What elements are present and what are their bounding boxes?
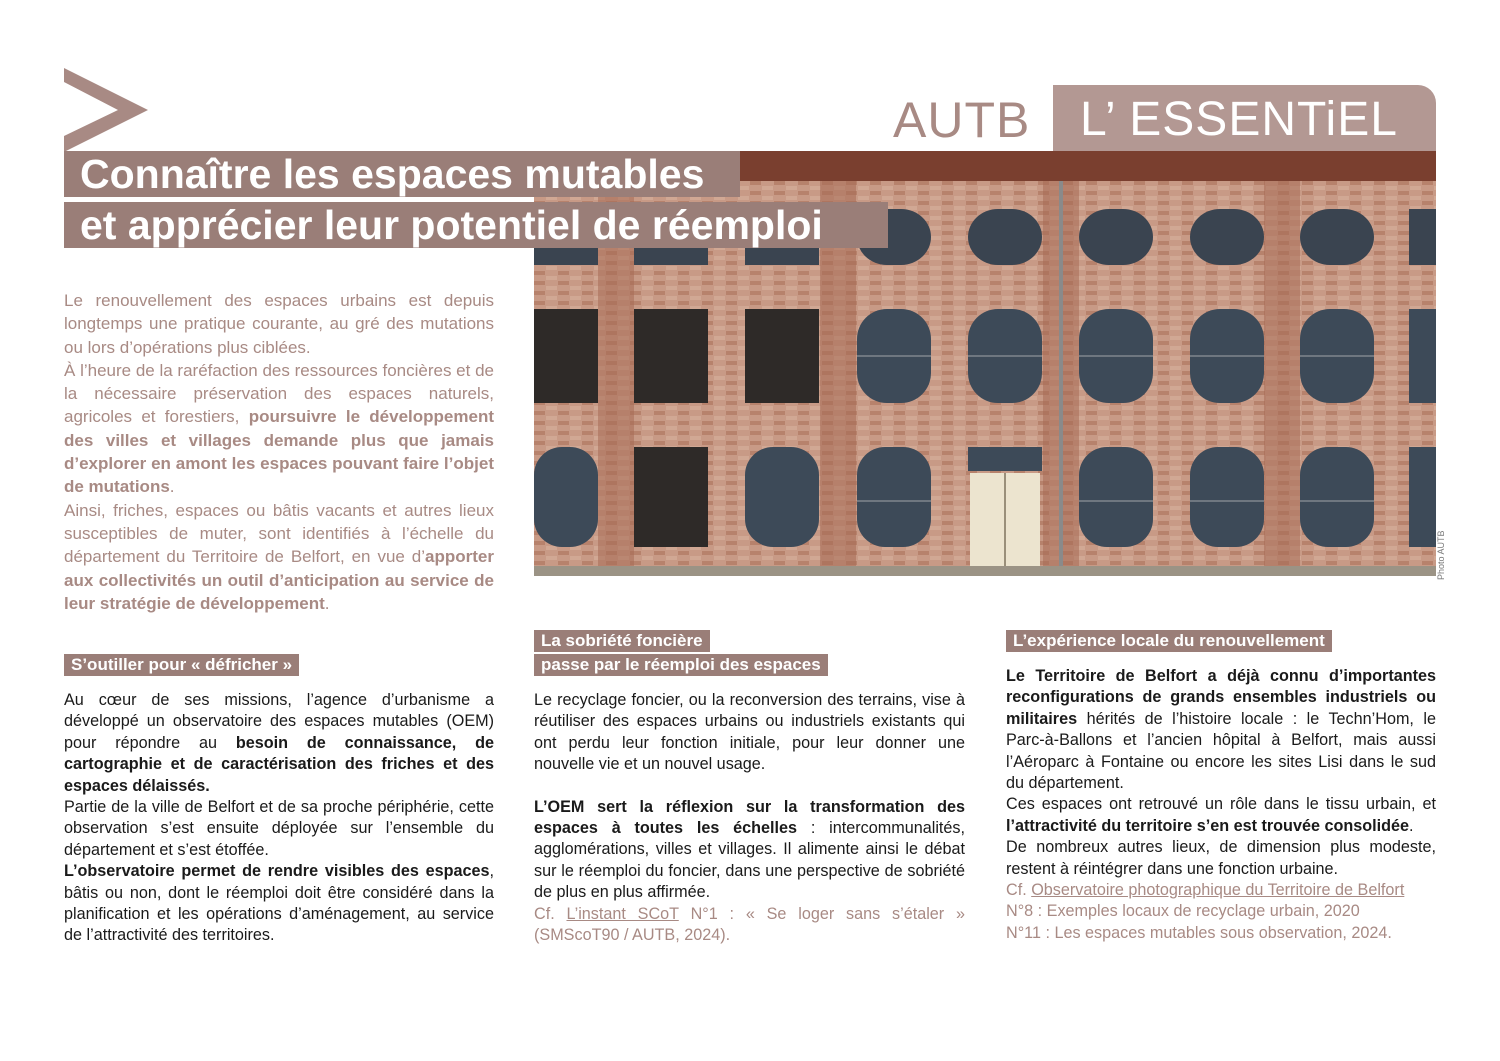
photo-credit: Photo AUTB	[1436, 530, 1446, 580]
col2-heading-line-1: La sobriété foncière	[534, 630, 710, 652]
col1-p1-start: Au cœur de ses missions, l’agence d’urbanisme a développé un observatoire des espaces mutables (OEM) pour répondre au	[64, 691, 494, 752]
col2-paragraph-2	[534, 797, 965, 904]
intro-p3-end: .	[324, 593, 330, 613]
col2-body	[534, 690, 965, 946]
col3-p2-end: .	[1409, 816, 1414, 835]
col3-ref-line-3: N°11 : Les espaces mutables sous observation, 2024.	[1006, 923, 1392, 942]
col3-p2-start: Ces espaces ont retrouvé un rôle dans le tissu urbain, et	[1006, 795, 1436, 814]
chevron-logo-icon	[62, 66, 152, 152]
col3-reference	[1006, 880, 1436, 944]
col2-p2-bold: L’OEM sert la réflexion sur la transformation des espaces à toutes les échelles	[534, 797, 965, 838]
col3-paragraph-3: De nombreux autres lieux, de dimension plus modeste, restent à réintégrer dans une fonction urbaine.	[1006, 838, 1436, 878]
intro-paragraph-2	[64, 359, 494, 499]
page-title-line-2: et apprécier leur potentiel de réemploi	[64, 202, 888, 248]
intro-p3-start: Ainsi, friches, espaces ou bâtis vacants et autres lieux susceptibles de muter, sont identifiés à l’échelle du département du Territoire de Belfort, en vue d’	[64, 500, 494, 567]
col3-heading: L’expérience locale du renouvellement	[1006, 630, 1332, 652]
intro-p2-end: .	[169, 477, 175, 497]
col3-paragraph-2	[1006, 794, 1436, 837]
intro-paragraph-1: Le renouvellement des espaces urbains est depuis longtemps une pratique courante, au gré des mutations ou lors d’opérations plus ciblées.	[64, 291, 494, 357]
col1-p1-bold: besoin de connaissance, de cartographie et de caractérisation des friches et des espaces délaissés.	[64, 733, 494, 795]
col1-p3-end: , bâtis ou non, dont le réemploi doit être considéré dans la planification et les opérations d’aménagement, au service de l’attractivité des territoires.	[64, 862, 494, 945]
col1-paragraph-2: Partie de la ville de Belfort et de sa proche périphérie, cette observation s’est ensuite déployée sur l’ensemble du département et s’est étoffée.	[64, 798, 494, 859]
col3-p2-bold: l’attractivité du territoire s’en est trouvée consolidée	[1006, 816, 1410, 835]
col1-paragraph-1	[64, 690, 494, 797]
col2-paragraph-1: Le recyclage foncier, ou la reconversion des terrains, vise à réutiliser des espaces urbains ou industriels existants qui ont perdu leur fonction initiale, pour leur donner une nouvelle vie et un nouvel usage.	[534, 691, 965, 774]
intro-text	[64, 289, 494, 615]
col2-heading-line-2: passe par le réemploi des espaces	[534, 654, 828, 676]
col1-heading: S’outiller pour « défricher »	[64, 654, 299, 676]
col3-ref-prefix: Cf.	[1006, 881, 1032, 900]
col3-ref-link[interactable]: Observatoire photographique du Territoire de Belfort	[1031, 881, 1405, 900]
col1-paragraph-3	[64, 861, 494, 947]
col3-heading-wrap	[1006, 630, 1332, 652]
col2-ref-link[interactable]: L’instant SCoT	[566, 904, 679, 923]
col1-heading-wrap	[64, 654, 299, 676]
col2-ref-rest: N°1 : « Se loger sans s’étaler » (SMScoT90 / AUTB, 2024).	[534, 904, 965, 945]
col3-body	[1006, 666, 1436, 944]
col2-heading-wrap	[534, 630, 828, 676]
intro-p3-bold: apporter aux collectivités un outil d’anticipation au service de leur stratégie de développement	[64, 547, 494, 613]
col1-p3-bold: L’observatoire permet de rendre visibles des espaces	[64, 862, 490, 881]
intro-paragraph-3	[64, 499, 494, 615]
photo-roof-band	[740, 151, 1436, 181]
page-title-line-1: Connaître les espaces mutables	[64, 151, 740, 197]
intro-p2-start: À l’heure de la raréfaction des ressources foncières et de la nécessaire préservation des espaces naturels, agricoles et forestiers,	[64, 360, 494, 427]
col3-paragraph-1	[1006, 666, 1436, 794]
brand-name: AUTB	[893, 92, 1031, 148]
section-title: L’ ESSENTiEL	[1080, 93, 1398, 146]
col1-body	[64, 690, 494, 947]
col2-p2-end: : intercommunalités, agglomérations, villes et villages. Il alimente ainsi le débat sur le réemploi du foncier, dans une perspective de sobriété de plus en plus affirmée.	[534, 819, 966, 902]
col3-ref-line-2: N°8 : Exemples locaux de recyclage urbain, 2020	[1006, 902, 1360, 921]
col2-ref-prefix: Cf.	[534, 904, 567, 923]
intro-p2-bold: poursuivre le développement des villes et villages demande plus que jamais d’explorer en amont les espaces pouvant faire l’objet de mutations	[64, 407, 494, 497]
col2-reference	[534, 904, 965, 947]
col3-p1-bold: Le Territoire de Belfort a déjà connu d’importantes reconfigurations de grands ensembles industriels ou militaires	[1006, 667, 1436, 728]
col3-p1-end: hérités de l’histoire locale : le Techn’Hom, le Parc-à-Ballons et l’ancien hôpital à Belfort, mais aussi l’Aéroparc à Fontaine ou encore les sites Lisi dans le sud du département.	[1006, 709, 1436, 793]
